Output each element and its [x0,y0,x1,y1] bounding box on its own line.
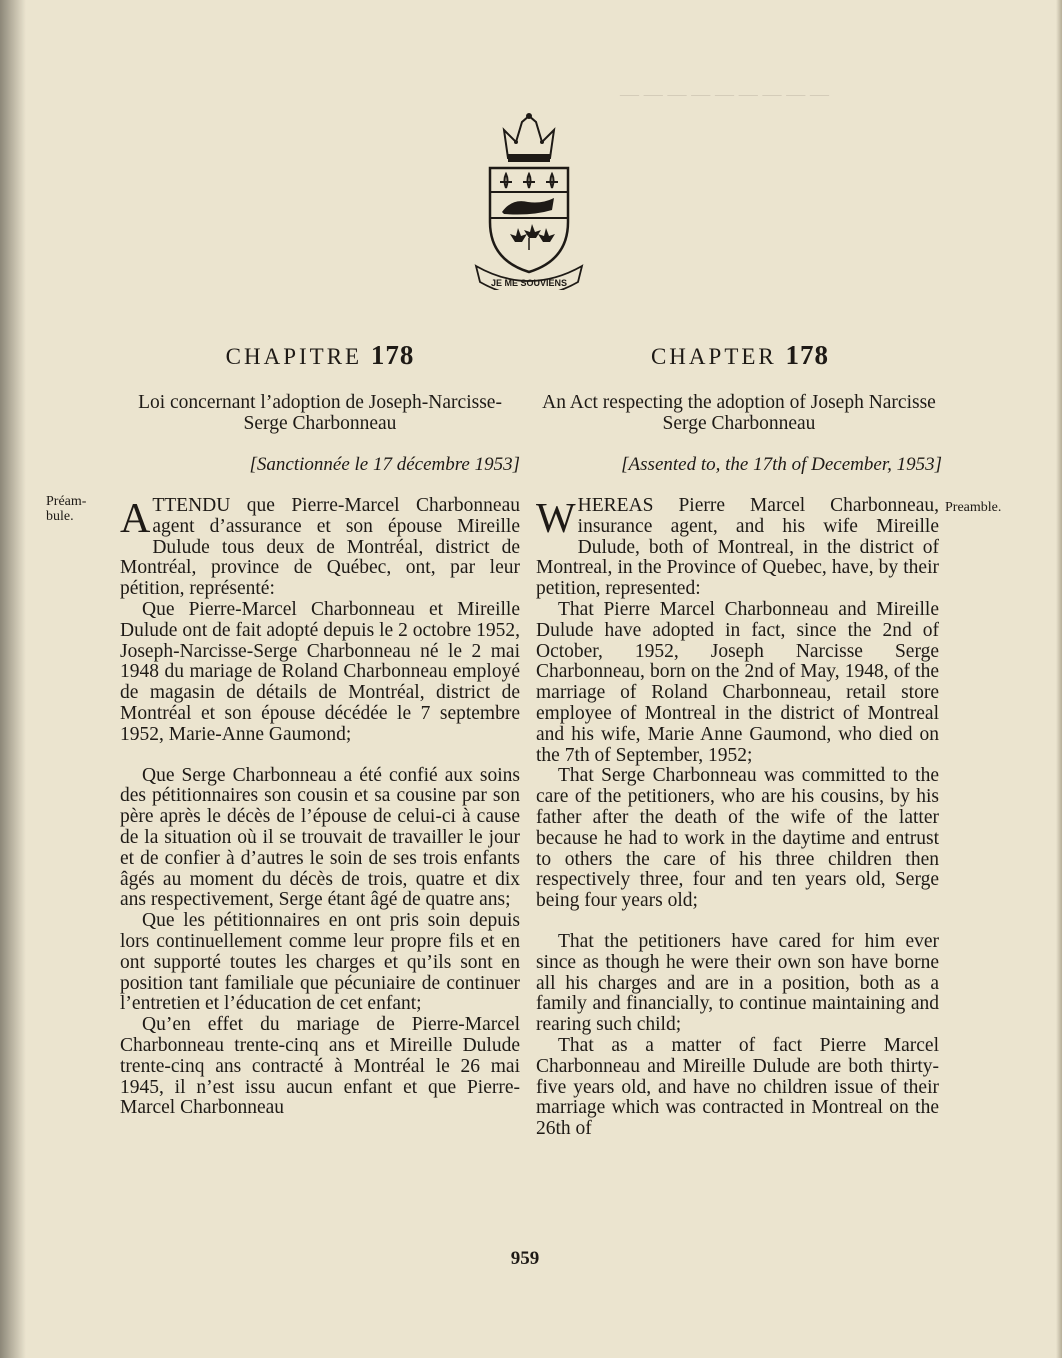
english-paragraph-5: That as a matter of fact Pierre Marcel Charbonneau and Mireille Dulude are both thirty-five years old, and have no children issue of their marriage which was contracted in Montreal on the 26th of [536,1034,939,1140]
english-paragraph-3: That Serge Charbonneau was committed to the care of the petitioners, who are his cousins, by his father after the death of the wife of the latter because he had to work in the daytime and entrust to others the care of his three children then respectively three, four and ten years old, Serge being four years old; [536,765,939,912]
quebec-coat-of-arms-icon [470,110,588,290]
french-paragraph-1-text: TTENDU que Pierre-Marcel Charbonneau agent d’assurance et son épouse Mireille Dulude tous deux de Montréal, district de Montréal, province de Québec, ont, par leur pétition, représenté: [120,495,520,600]
chapter-heading-french [120,340,520,371]
french-column [120,496,520,1119]
english-paragraph-1 [536,496,939,600]
act-title-french: Loi concernant l’adoption de Joseph-Narcisse-Serge Charbonneau [138,392,502,434]
assent-date-french: [Sanctionnée le 17 décembre 1953] [249,454,520,475]
french-paragraph-3: Que Serge Charbonneau a été confié aux soins des pétitionnaires son cousin et sa cousine par son père après le décès de l’épouse de celui-ci à cause de la situation où il se trouvait de travailler le jour et de confier à d’autres le soin de ses trois enfants âgés au moment du décès de trois, quatre et dix ans respectivement, Serge étant âgé de quatre ans; [120,764,520,911]
margin-note-english: Preamble. [945,500,1002,515]
english-paragraph-2: That Pierre Marcel Charbonneau and Mireille Dulude have adopted in fact, since the 2nd of October, 1952, Joseph Narcisse Serge Charbonneau, born on the 2nd of May, 1948, of the marriage of Roland Charbonneau, retail store employee of Montreal in the district of Montreal and his wife, Marie Anne Gaumond, who died on the 7th of September, 1952; [536,598,939,766]
margin-note-french: Préam-bule. [46,494,87,524]
page-edge [1056,0,1062,1358]
page-number: 959 [510,1248,540,1269]
chapter-number-en: 178 [785,340,830,370]
french-paragraph-4: Que les pétitionnaires en ont pris soin depuis lors continuellement comme leur propre fils et en ont supporté toutes les charges et qu’ils sont en position tant familiale que pécuniaire de continuer l’entretien et l’éducation de cet enfant; [120,910,520,1015]
french-paragraph-2: Que Pierre-Marcel Charbonneau et Mireille Dulude ont de fait adopté depuis le 2 octobre 1952, Joseph-Narcisse-Serge Charbonneau né le 2 mai 1948 du mariage de Roland Charbonneau employé de magasin de détails de Montréal, district de Montréal et son épouse décédée le 7 septembre 1952, Marie-Anne Gaumond; [120,598,520,745]
show-through-text: — — — — — — — — — [620,84,829,105]
english-dropcap: W [536,496,576,542]
english-paragraph-1-text: HEREAS Pierre Marcel Charbonneau, insurance agent, and his wife Mireille Dulude, both of Montreal, in the district of Montreal, in the Province of Quebec, have, by their petition, represented: [536,495,939,600]
page-gutter-shadow [0,0,26,1358]
crest-motto: JE ME SOUVIENS [490,278,568,288]
french-paragraph-5: Qu’en effet du mariage de Pierre-Marcel Charbonneau trente-cinq ans et Mireille Dulude trente-cinq ans contracté à Montréal le 26 mai 1945, il n’est issu aucun enfant et que Pierre-Marcel Charbonneau [120,1014,520,1119]
chapter-heading-english [540,340,940,371]
chapter-label-en: CHAPTER [650,344,777,369]
chapter-label-fr: CHAPITRE [225,344,363,369]
act-title-english: An Act respecting the adoption of Joseph Narcisse Serge Charbonneau [542,392,936,434]
english-paragraph-4: That the petitioners have cared for him ever since as though he were their own son have borne all his charges and are in a position, both as a family and financially, to continue maintaining and rearing such child; [536,930,939,1036]
french-paragraph-1 [120,496,520,600]
french-dropcap: A [120,496,151,542]
chapter-number-fr: 178 [370,340,415,370]
english-column [536,496,939,1140]
assent-date-english: [Assented to, the 17th of December, 1953] [621,454,942,475]
